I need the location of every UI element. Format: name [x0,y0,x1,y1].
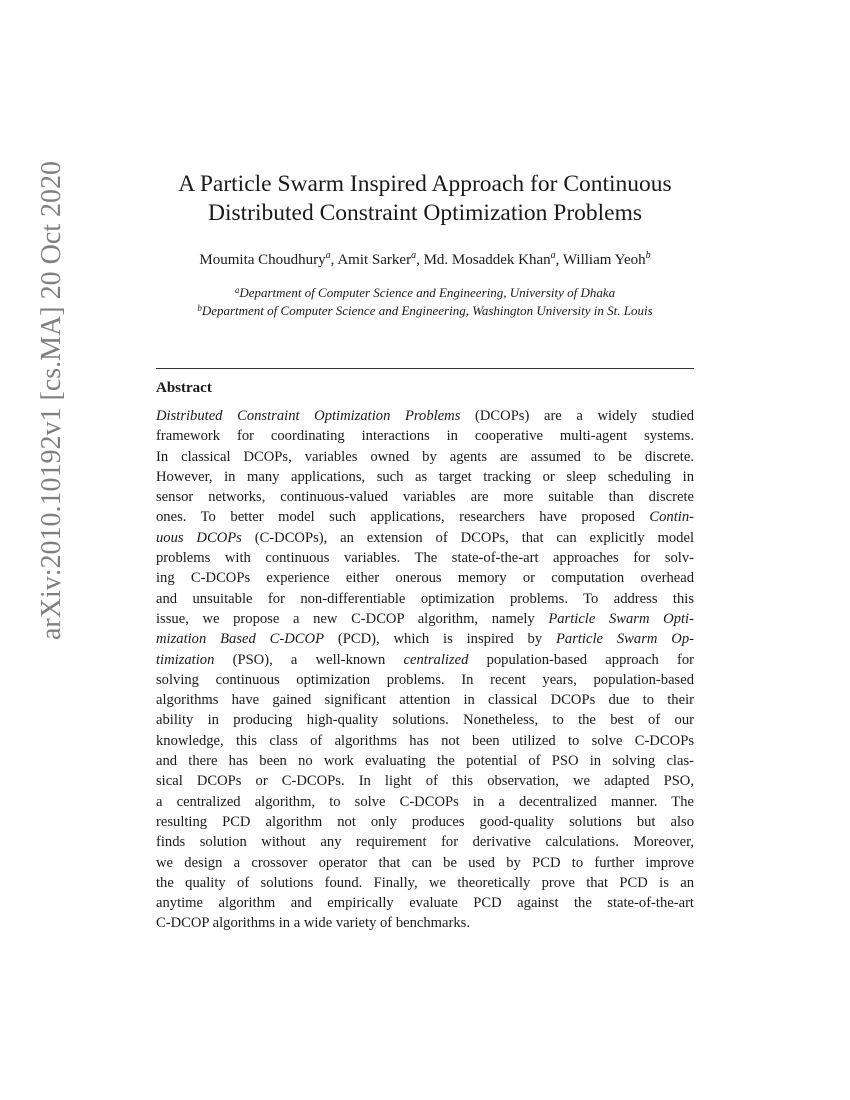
abstract-text: problems with continuous variables. The state-of-the-art approaches for solv- [156,550,694,567]
abstract-text: ing C-DCOPs experience either onerous memory or computation overhead [156,570,694,587]
abstract-line [156,528,694,548]
abstract-line [156,812,694,832]
abstract-heading: Abstract [156,380,212,396]
abstract-text: ones. To better model such applications, researchers have proposed [156,509,650,526]
author-affiliation-mark: a [325,250,331,261]
abstract-line [156,771,694,791]
abstract-text: sical DCOPs or C-DCOPs. In light of this observation, we adapted PSO, [156,773,694,790]
abstract-line [156,467,694,487]
abstract-line [156,629,694,649]
abstract-text: population-based approach for [468,651,694,668]
affiliation-mark: a [234,285,240,295]
abstract-emphasis: Contin- [649,509,694,526]
abstract-line [156,406,694,426]
abstract-line [156,447,694,467]
abstract-line [156,690,694,710]
abstract-text: knowledge, this class of algorithms has not been utilized to solve C-DCOPs [156,732,694,749]
abstract-text: finds solution without any requirement for derivative calculations. Moreover, [156,834,694,851]
abstract-line [156,873,694,893]
abstract-text: (PSO), a well-known [214,651,404,668]
abstract-emphasis: uous DCOPs [156,529,242,546]
abstract-text: In classical DCOPs, variables owned by agents are assumed to be discrete. [156,448,694,465]
title-line: A Particle Swarm Inspired Approach for Continuous [178,171,672,197]
author-name: William Yeoh [562,252,646,268]
abstract-line [156,832,694,852]
author-affiliation-mark: a [550,250,556,261]
title-line: Distributed Constraint Optimization Problems [207,200,643,226]
abstract-text: (DCOPs) are a widely studied [460,408,694,424]
abstract-emphasis: centralized [403,651,469,668]
abstract-divider [156,368,694,369]
abstract-text: we design a crossover operator that can be used by PCD to further improve [156,854,694,871]
abstract-text: a centralized algorithm, to solve C-DCOPs in a decentralized manner. The [156,793,694,810]
arxiv-identifier-stamp[interactable]: arXiv:2010.10192v1 [cs.MA] 20 Oct 2020 [36,160,67,640]
abstract-text: However, in many applications, such as target tracking or sleep scheduling in [156,468,694,485]
abstract-text: anytime algorithm and empirically evaluate PCD against the state-of-the-art [156,895,694,912]
abstract-emphasis: Distributed Constraint Optimization Problems [156,408,461,424]
abstract-line [156,710,694,730]
abstract-emphasis: timization [156,651,215,668]
author-name: Moumita Choudhury [199,252,326,268]
abstract-line [156,913,694,933]
abstract-line [156,568,694,588]
abstract-line [156,731,694,751]
abstract-text: ability in producing high-quality solutions. Nonetheless, to the best of our [156,712,694,729]
abstract-text: framework for coordinating interactions in cooperative multi-agent systems. [156,428,694,445]
abstract-line [156,751,694,771]
abstract-line [156,589,694,609]
affiliation-mark: b [197,303,202,313]
abstract-text: solving continuous optimization problems. In recent years, population-based [156,671,694,688]
abstract-line [156,426,694,446]
author-affiliation-mark: b [645,250,651,261]
affiliation-text: Department of Computer Science and Engineering, University of Dhaka [239,285,616,300]
author-name: Md. Mosaddek Khan [423,252,551,268]
author-name: Amit Sarker [337,252,412,268]
abstract-text: and unsuitable for non-differentiable optimization problems. To address this [156,590,694,607]
abstract-text: issue, we propose a new C-DCOP algorithm, namely [156,610,549,627]
abstract-text: resulting PCD algorithm not only produces good-quality solutions but also [156,813,694,830]
abstract-body [156,406,694,934]
abstract-line [156,650,694,670]
abstract-line [156,792,694,812]
abstract-line [156,670,694,690]
abstract-line [156,487,694,507]
author-affiliation-mark: a [411,250,417,261]
abstract-emphasis: Particle Swarm Op- [555,631,694,648]
abstract-text: the quality of solutions found. Finally, we theoretically prove that PCD is an [156,874,694,891]
abstract-emphasis: mization Based C-DCOP [156,631,324,648]
abstract-text: algorithms have gained significant attention in classical DCOPs due to their [156,692,694,709]
abstract-text: and there has been no work evaluating the potential of PSO in solving clas- [156,753,694,770]
abstract-line [156,507,694,527]
abstract-emphasis: Particle Swarm Opti- [548,610,694,627]
affiliation-text: Department of Computer Science and Engineering, Washington University in St. Louis [201,303,653,318]
abstract-text: sensor networks, continuous-valued variables are more suitable than discrete [156,489,694,506]
abstract-line [156,609,694,629]
author-list: Moumita Choudhury$^a$, Amit Sarker$^a$, Md. Mosaddek Khan$^a$, William Yeoh$^b$ [199,250,651,268]
affiliation [0,303,850,319]
abstract-line [156,548,694,568]
abstract-text: (C-DCOPs), an extension of DCOPs, that can explicitly model [241,529,694,546]
abstract-text: C-DCOP algorithms in a wide variety of benchmarks. [156,915,470,932]
abstract-line [156,853,694,873]
affiliation [0,285,850,301]
paper-title [0,170,850,228]
abstract-text: (PCD), which is inspired by [324,631,556,648]
abstract-line [156,893,694,913]
